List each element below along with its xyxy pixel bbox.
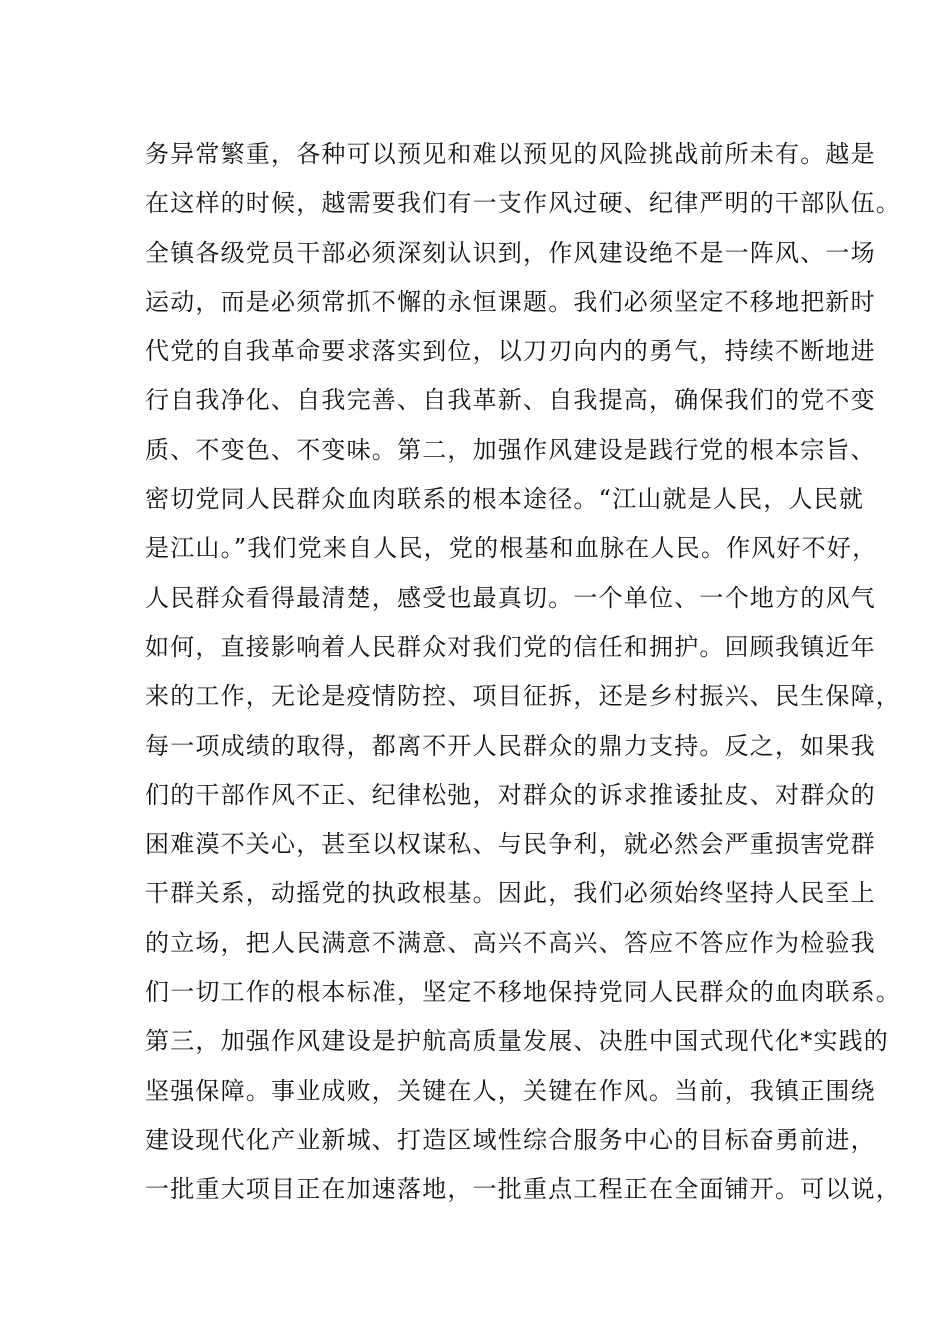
text-line: 建设现代化产业新城、打造区域性综合服务中心的目标奋勇前进， [145, 1125, 876, 1154]
text-line: 运动，而是必须常抓不懈的永恒课题。我们必须坚定不移地把新时 [145, 287, 876, 316]
text-line: 困难漠不关心，甚至以权谋私、与民争利，就必然会严重损害党群 [145, 830, 876, 859]
text-line: 来的工作，无论是疫情防控、项目征拆，还是乡村振兴、民生保障， [145, 682, 901, 711]
text-line: 们的干部作风不正、纪律松弛，对群众的诉求推诿扯皮、对群众的 [145, 780, 876, 809]
text-line: 人民群众看得最清楚，感受也最真切。一个单位、一个地方的风气 [145, 583, 876, 612]
text-line: 每一项成绩的取得，都离不开人民群众的鼎力支持。反之，如果我 [145, 731, 876, 760]
text-line: 的立场，把人民满意不满意、高兴不高兴、答应不答应作为检验我 [145, 928, 876, 957]
text-line: 如何，直接影响着人民群众对我们党的信任和拥护。回顾我镇近年 [145, 632, 876, 661]
text-line: 第三，加强作风建设是护航高质量发展、决胜中国式现代化*实践的 [145, 1027, 889, 1056]
text-line: 坚强保障。事业成败，关键在人，关键在作风。当前，我镇正围绕 [145, 1076, 876, 1105]
text-line: 密切党同人民群众血肉联系的根本途径。“江山就是人民，人民就 [145, 485, 865, 514]
text-line: 行自我净化、自我完善、自我革新、自我提高，确保我们的党不变 [145, 386, 876, 415]
text-line: 是江山。”我们党来自人民，党的根基和血脉在人民。作风好不好， [145, 534, 878, 563]
text-line: 代党的自我革命要求落实到位，以刀刃向内的勇气，持续不断地进 [145, 337, 876, 366]
text-line: 们一切工作的根本标准，坚定不移地保持党同人民群众的血肉联系。 [145, 978, 901, 1007]
body-text [145, 130, 901, 1215]
text-line: 在这样的时候，越需要我们有一支作风过硬、纪律严明的干部队伍。 [145, 189, 901, 218]
text-line: 务异常繁重，各种可以预见和难以预见的风险挑战前所未有。越是 [145, 140, 876, 168]
text-line: 一批重大项目正在加速落地，一批重点工程正在全面铺开。可以说， [145, 1175, 901, 1204]
text-line: 质、不变色、不变味。第二，加强作风建设是践行党的根本宗旨、 [145, 435, 876, 464]
text-line: 干群关系，动摇党的执政根基。因此，我们必须始终坚持人民至上 [145, 879, 876, 908]
text-line: 全镇各级党员干部必须深刻认识到，作风建设绝不是一阵风、一场 [145, 238, 876, 267]
